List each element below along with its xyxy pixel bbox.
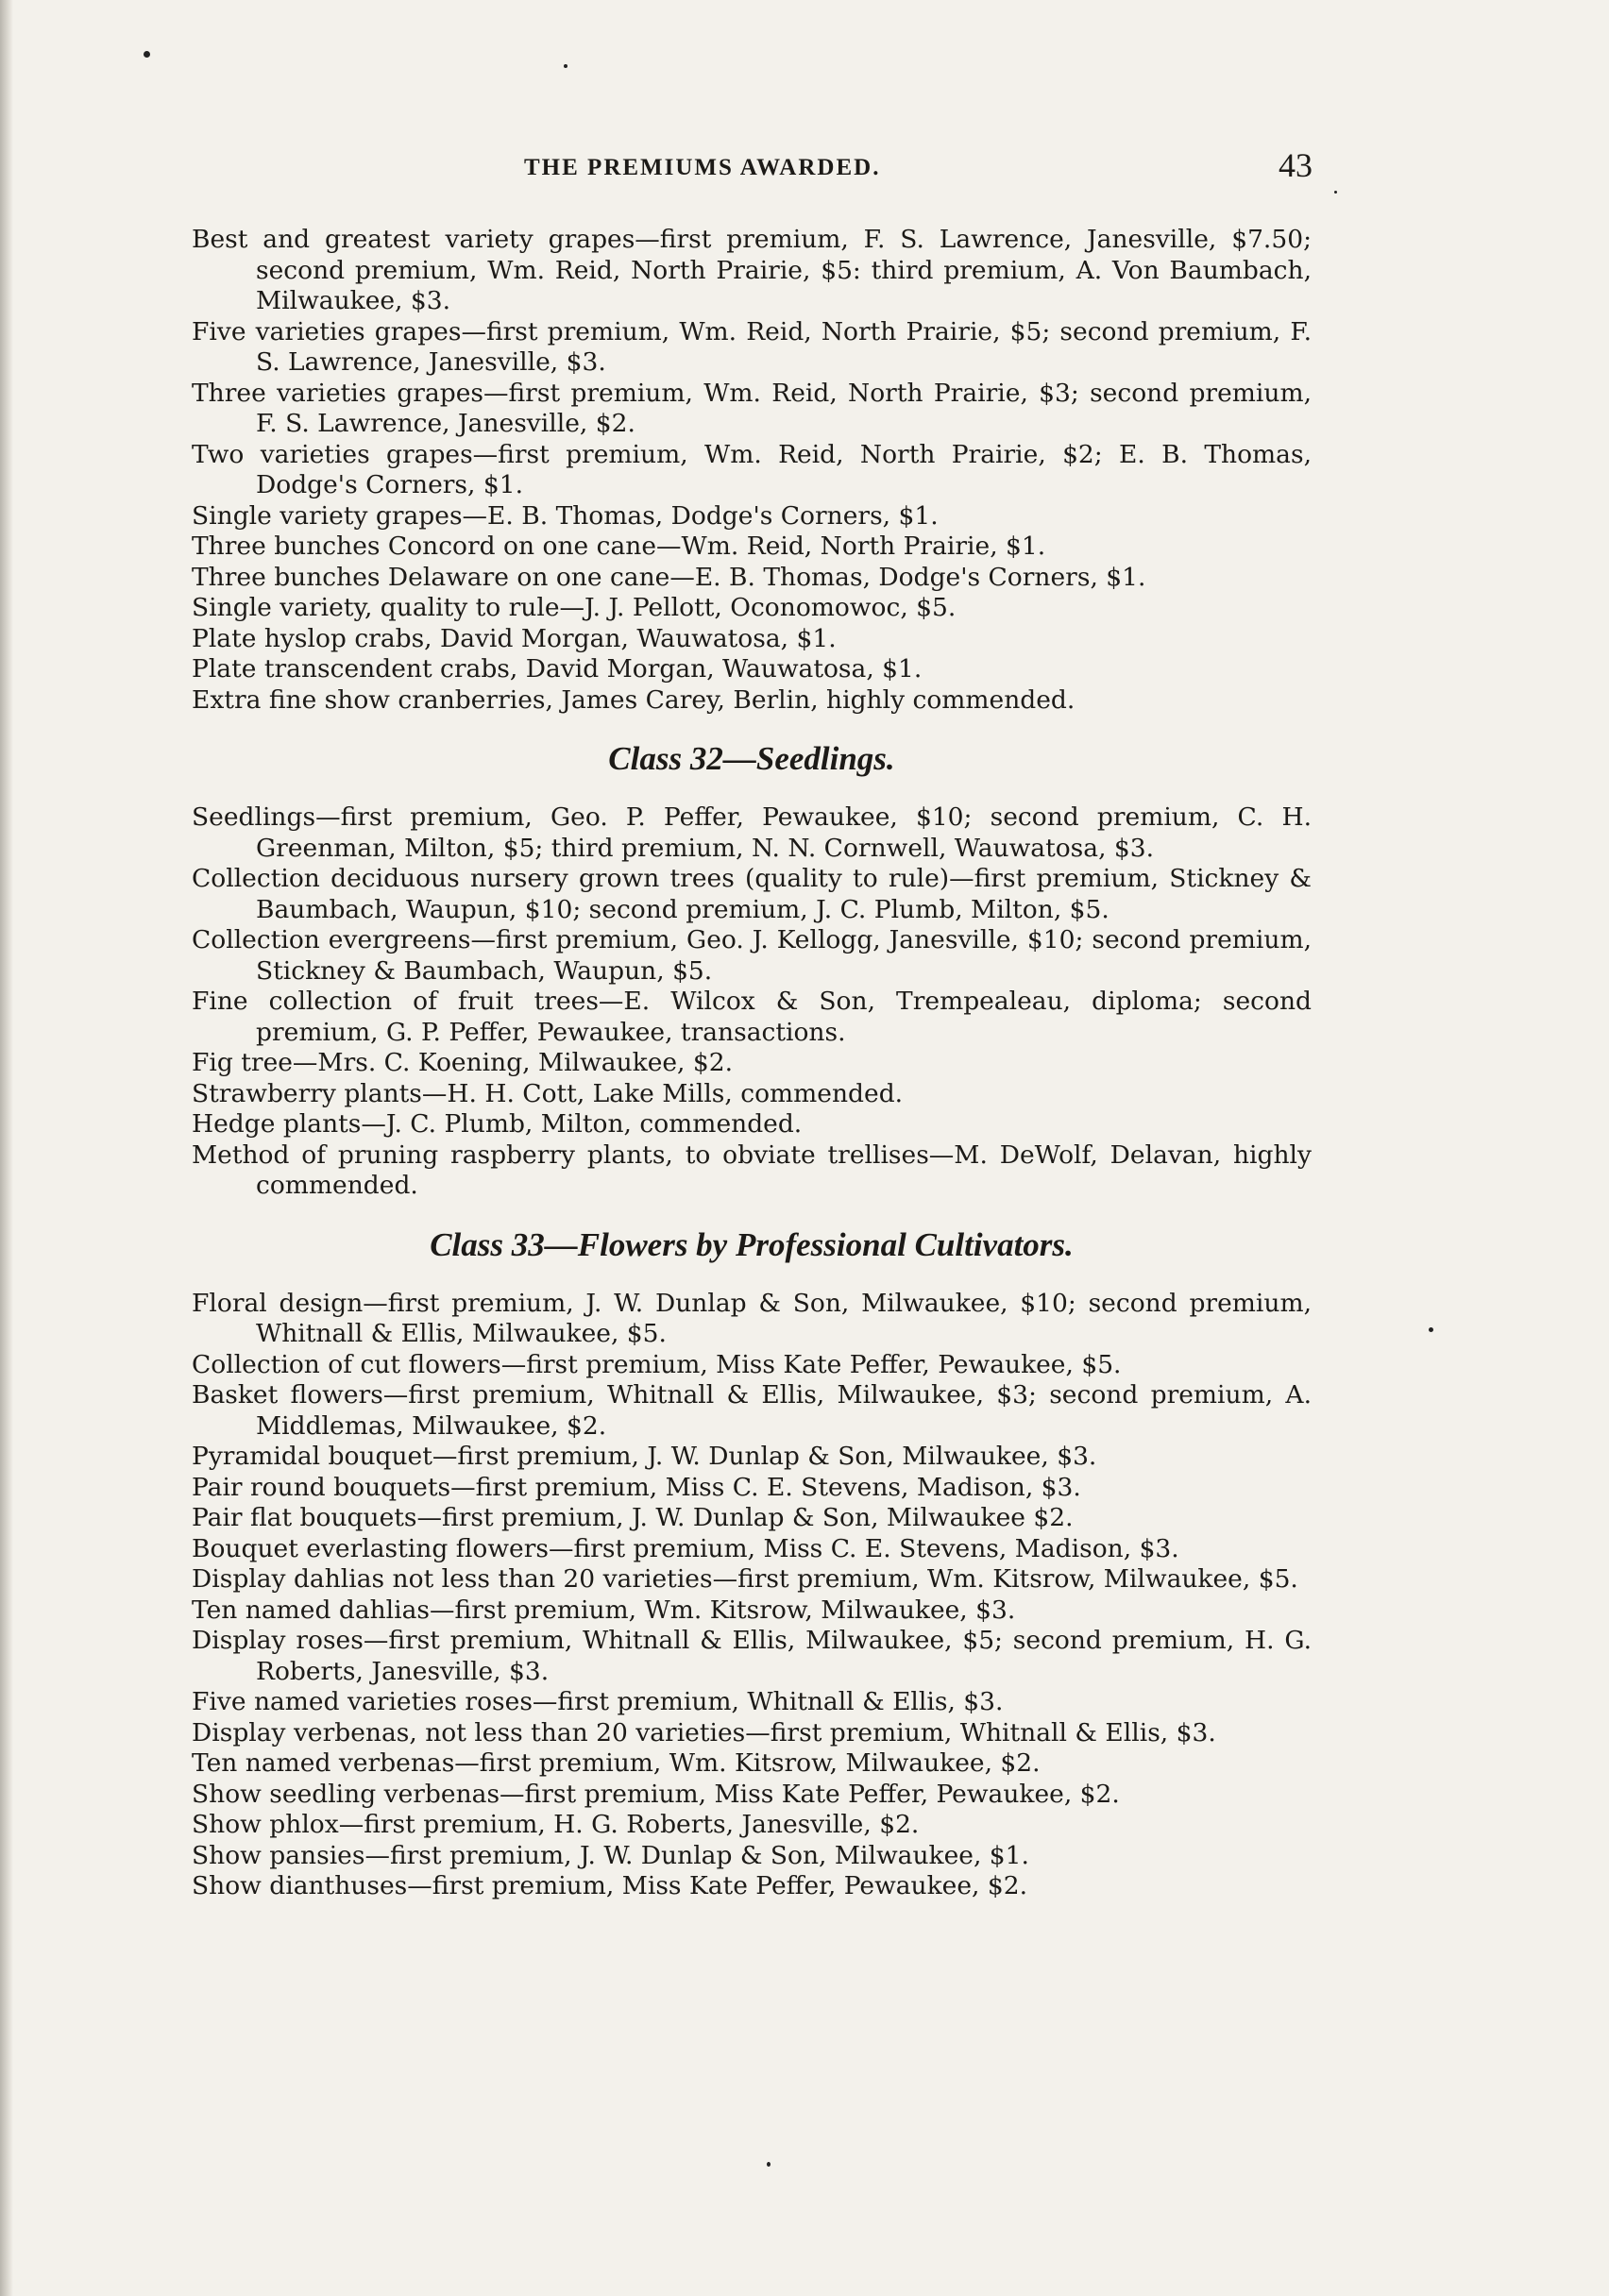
list-item: Collection evergreens—first premium, Geo. J. Kellogg, Janesville, $10; second premium, Stickney & Baumbach, Waupun, $5. [192, 925, 1312, 986]
list-item: Plate transcendent crabs, David Morgan, Wauwatosa, $1. [192, 654, 923, 684]
list-item: Show seedling verbenas—first premium, Miss Kate Peffer, Pewaukee, $2. [192, 1779, 1120, 1809]
page-shadow-edge [0, 0, 13, 2296]
list-item: Method of pruning raspberry plants, to obviate trellises—M. DeWolf, Delavan, highly commended. [192, 1140, 1312, 1200]
list-item: Strawberry plants—H. H. Cott, Lake Mills, commended. [192, 1078, 904, 1108]
list-item: Fig tree—Mrs. C. Koening, Milwaukee, $2. [192, 1048, 734, 1077]
list-item: Best and greatest variety grapes—first premium, F. S. Lawrence, Janesville, $7.50; second premium, Wm. Reid, North Prairie, $5: third premium, A. Von Baumbach, Milwaukee, $3. [192, 225, 1312, 315]
list-item: Single variety, quality to rule—J. J. Pellott, Oconomowoc, $5. [192, 593, 957, 622]
seedlings-section [192, 802, 1312, 1202]
scan-speck [564, 64, 567, 68]
scan-speck [144, 51, 150, 58]
scan-speck [1429, 1327, 1433, 1332]
list-item: Collection of cut flowers—first premium, Miss Kate Peffer, Pewaukee, $5. [192, 1349, 1122, 1379]
list-item: Fine collection of fruit trees—E. Wilcox & Son, Trempealeau, diploma; second premium, G. P. Peffer, Pewaukee, transactions. [192, 987, 1312, 1047]
list-item: Display verbenas, not less than 20 varieties—first premium, Whitnall & Ellis, $3. [192, 1717, 1216, 1747]
list-item: Five varieties grapes—first premium, Wm. Reid, North Prairie, $5; second premium, F. S. Lawrence, Janesville, $3. [192, 316, 1312, 377]
list-item: Plate hyslop crabs, David Morgan, Wauwatosa, $1. [192, 623, 837, 653]
list-item: Display dahlias not less than 20 varieties—first premium, Wm. Kitsrow, Milwaukee, $5. [192, 1564, 1298, 1594]
list-item: Pair round bouquets—first premium, Miss C. E. Stevens, Madison, $3. [192, 1472, 1081, 1502]
list-item: Two varieties grapes—first premium, Wm. Reid, North Prairie, $2; E. B. Thomas, Dodge's Corners, $1. [192, 439, 1312, 499]
scan-speck [767, 2162, 771, 2167]
list-item: Three bunches Delaware on one cane—E. B. Thomas, Dodge's Corners, $1. [192, 562, 1146, 592]
list-item: Bouquet everlasting flowers—first premium, Miss C. E. Stevens, Madison, $3. [192, 1533, 1179, 1563]
list-item: Seedlings—first premium, Geo. P. Peffer, Pewaukee, $10; second premium, C. H. Greenman, Milton, $5; third premium, N. N. Cornwell, Wauwatosa, $3. [192, 802, 1312, 863]
list-item: Five named varieties roses—first premium, Whitnall & Ellis, $3. [192, 1687, 1004, 1716]
list-item: Display roses—first premium, Whitnall & Ellis, Milwaukee, $5; second premium, H. G. Roberts, Janesville, $3. [192, 1626, 1312, 1686]
page-header [189, 146, 1313, 189]
section-heading: Class 33—Flowers by Professional Cultivators. [430, 1225, 1074, 1263]
list-item: Show pansies—first premium, J. W. Dunlap & Son, Milwaukee, $1. [192, 1840, 1029, 1870]
page-body [192, 225, 1312, 1902]
flowers-section [192, 1289, 1312, 1902]
list-item: Ten named dahlias—first premium, Wm. Kitsrow, Milwaukee, $3. [192, 1595, 1016, 1625]
list-item: Three varieties grapes—first premium, Wm. Reid, North Prairie, $3; second premium, F. S. Lawrence, Janesville, $2. [192, 378, 1312, 438]
list-item: Collection deciduous nursery grown trees (quality to rule)—first premium, Stickney & Baumbach, Waupun, $10; second premium, J. C. Plumb, Milton, $5. [192, 864, 1312, 924]
list-item: Ten named verbenas—first premium, Wm. Kitsrow, Milwaukee, $2. [192, 1748, 1041, 1778]
scan-speck [1334, 191, 1337, 194]
list-item: Floral design—first premium, J. W. Dunlap & Son, Milwaukee, $10; second premium, Whitnall & Ellis, Milwaukee, $5. [192, 1288, 1312, 1348]
list-item: Extra fine show cranberries, James Carey, Berlin, highly commended. [192, 684, 1075, 715]
list-item: Three bunches Concord on one cane—Wm. Reid, North Prairie, $1. [192, 532, 1046, 561]
list-item: Show phlox—first premium, H. G. Roberts, Janesville, $2. [192, 1810, 920, 1839]
list-item: Show dianthuses—first premium, Miss Kate Peffer, Pewaukee, $2. [192, 1871, 1028, 1900]
grapes-section [192, 225, 1312, 716]
list-item: Basket flowers—first premium, Whitnall & Ellis, Milwaukee, $3; second premium, A. Middlemas, Milwaukee, $2. [192, 1380, 1312, 1441]
list-item: Single variety grapes—E. B. Thomas, Dodge's Corners, $1. [192, 500, 939, 531]
list-item: Hedge plants—J. C. Plumb, Milton, commended. [192, 1109, 803, 1139]
running-head: THE PREMIUMS AWARDED. [524, 155, 881, 180]
list-item: Pair flat bouquets—first premium, J. W. Dunlap & Son, Milwaukee $2. [192, 1503, 1074, 1532]
page-number: 43 [1279, 146, 1313, 184]
section-heading: Class 32—Seedlings. [608, 740, 895, 777]
list-item: Pyramidal bouquet—first premium, J. W. Dunlap & Son, Milwaukee, $3. [192, 1442, 1097, 1471]
